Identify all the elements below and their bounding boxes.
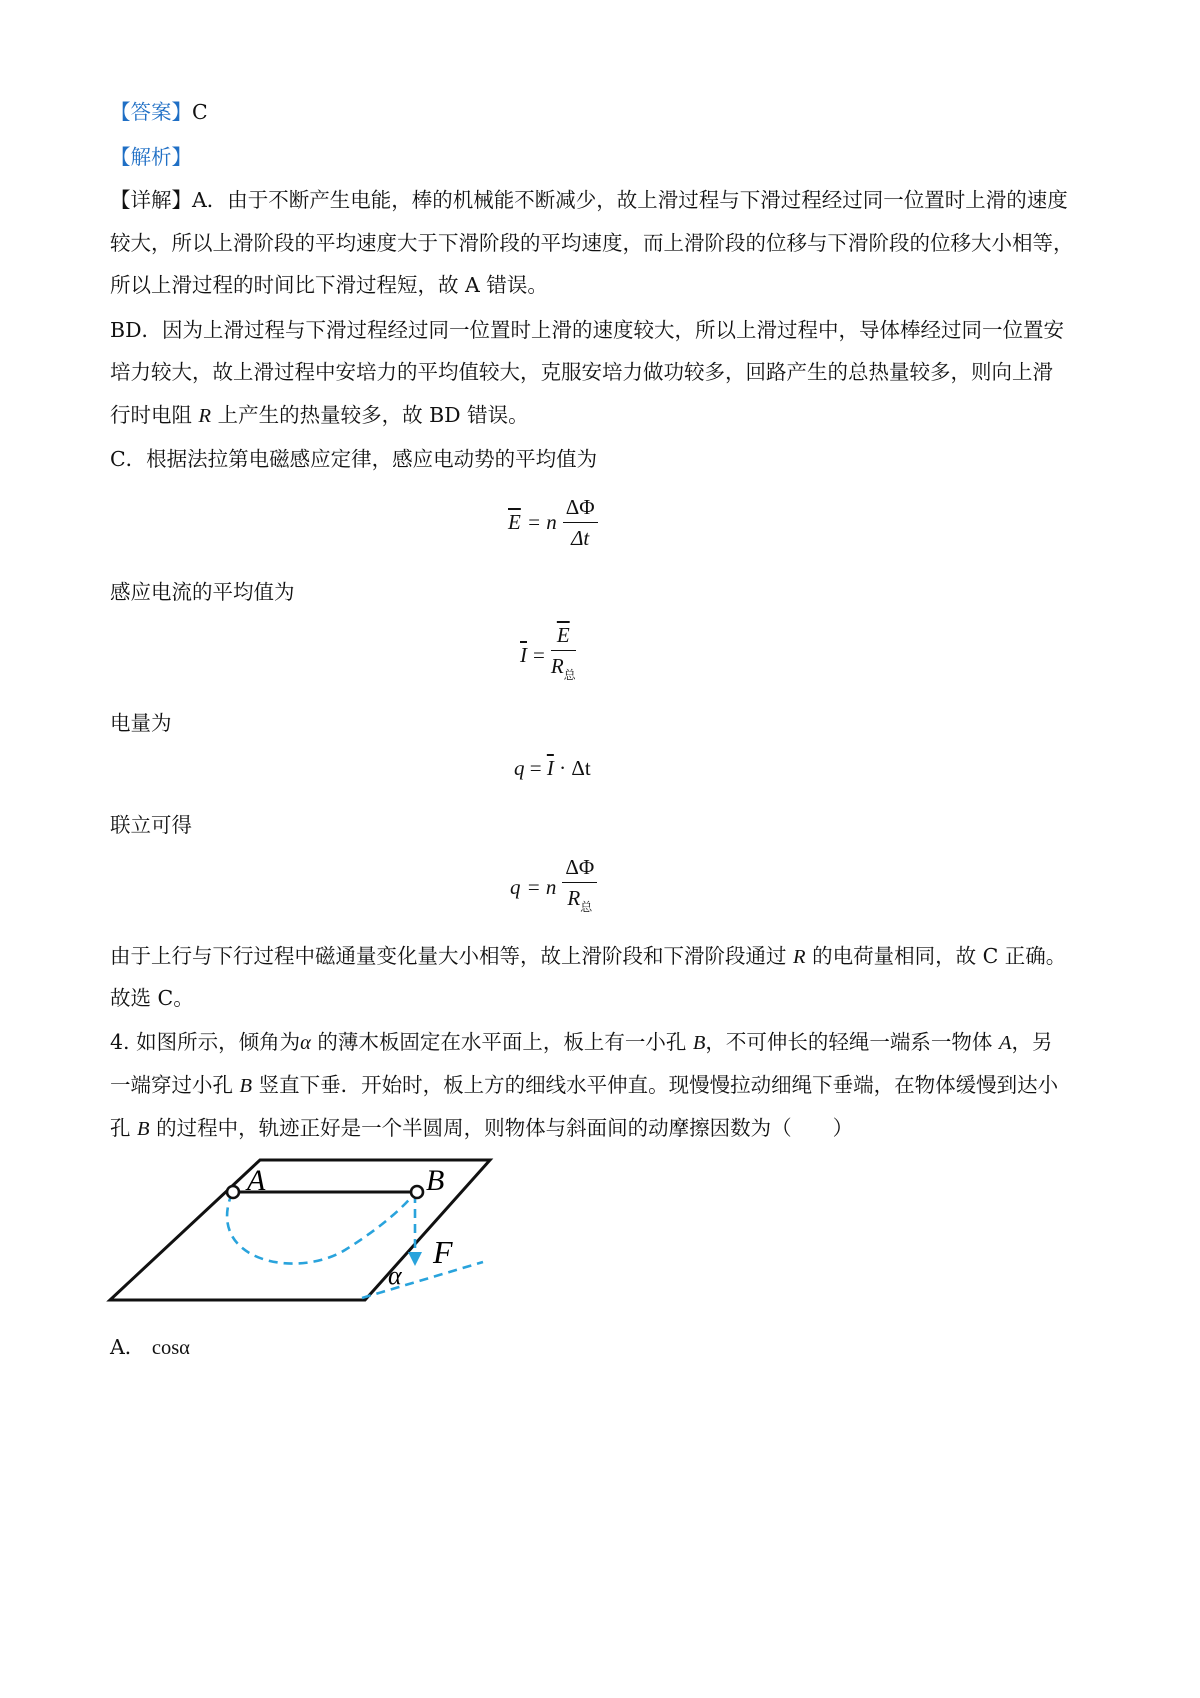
analysis-tag: 【解析】 <box>110 145 192 169</box>
c-line-2: 感应电流的平均值为 <box>110 580 295 604</box>
option-a-line <box>110 1330 190 1360</box>
c-line-1: C．根据法拉第电磁感应定律，感应电动势的平均值为 <box>110 447 598 471</box>
eq1-lhs: $\overline{E}$ <box>508 510 521 534</box>
c-line-3: 电量为 <box>110 711 172 735</box>
equation-emf <box>508 492 598 553</box>
eq4-den: R <box>567 886 581 910</box>
eq2-den-sub: 总 <box>563 668 576 682</box>
eq4-lhs: q <box>510 874 521 899</box>
trajectory-path <box>227 1193 414 1264</box>
q3-post: 的过程中，轨迹正好是一个半圆周，则物体与斜面间的动摩擦因数为（ ） <box>149 1116 854 1140</box>
detail-tag: 【详解】 <box>110 188 192 212</box>
answer-value: C <box>192 100 208 124</box>
q1-alpha: α <box>300 1032 311 1054</box>
eq1-mid <box>527 510 557 535</box>
label-B: B <box>426 1164 445 1197</box>
eq2-lhs: $\overline{I}$ <box>520 642 527 667</box>
equation-result <box>510 852 597 922</box>
detail-text-1: A．由于不断产生电能，棒的机械能不断减少，故上滑过程与下滑过程经过同一位置时上滑的速度 <box>192 188 1068 212</box>
c-line-5-var: R <box>793 946 806 968</box>
hole-B-marker <box>411 1186 423 1198</box>
q1-mid: 的薄木板固定在水平面上，板上有一小孔 <box>310 1030 693 1054</box>
label-A: A <box>247 1164 266 1197</box>
eq4-fraction <box>562 852 597 922</box>
q3-pre: 孔 <box>110 1116 138 1140</box>
question-line-1 <box>110 1025 1052 1055</box>
q1-pre: 4. 如图所示，倾角为 <box>110 1030 301 1054</box>
q1-post: ，另 <box>1011 1030 1053 1054</box>
detail-line-3: 所以上滑过程的时间比下滑过程短，故 A 错误。 <box>110 273 548 297</box>
eq1-fraction <box>563 492 598 553</box>
eq3-rest: · Δt <box>559 756 591 780</box>
equation-current <box>520 620 576 690</box>
option-a-label: A． <box>110 1335 146 1359</box>
eq2-fraction <box>551 620 576 690</box>
eq2-den: R <box>550 654 564 678</box>
answer-line <box>110 95 208 125</box>
eq2-num: $\overline{E}$ <box>556 623 570 647</box>
eq2-num-wrap <box>551 620 576 651</box>
c-line-4: 联立可得 <box>110 813 192 837</box>
bd-line-2: 培力较大，故上滑过程中安培力的平均值较大，克服安培力做功较多，回路产生的总热量较多，则向上滑 <box>110 360 1053 384</box>
question-line-3 <box>110 1111 853 1141</box>
eq2-den-wrap <box>551 651 576 690</box>
bd-line-3-var: R <box>198 405 212 427</box>
eq4-den-sub: 总 <box>580 900 593 914</box>
eq1-mid-text: = n <box>526 510 557 534</box>
detail-line-2: 较大，所以上滑阶段的平均速度大于下滑阶段的平均速度，而上滑阶段的位移与下滑阶段的位移大小相等， <box>110 231 1074 255</box>
inclined-plane-figure <box>100 1150 520 1325</box>
c-line-5-post: 的电荷量相同，故 C 正确。 <box>805 944 1067 968</box>
q1-B: B <box>692 1032 706 1054</box>
eq3-I: $\overline{I}$ <box>546 756 554 780</box>
bd-line-3-post: 上产生的热量较多，故 BD 错误。 <box>211 403 529 427</box>
bd-line-1: BD．因为上滑过程与下滑过程经过同一位置时上滑的速度较大，所以上滑过程中，导体棒经过同一位置安 <box>110 318 1064 342</box>
q2-pre: 一端穿过小孔 <box>110 1073 240 1097</box>
detail-line-1 <box>110 183 1068 213</box>
horizontal-reference-line <box>362 1262 483 1298</box>
bd-line-3-pre: 行时电阻 <box>110 403 199 427</box>
force-arrow-icon <box>408 1252 422 1266</box>
bd-line-3 <box>110 398 529 428</box>
c-line-6: 故选 C。 <box>110 986 194 1010</box>
q1-A: A <box>998 1032 1012 1054</box>
analysis-line <box>110 140 192 170</box>
q3-B: B <box>137 1118 150 1140</box>
question-line-2 <box>110 1068 1058 1098</box>
label-alpha: α <box>388 1261 402 1290</box>
eq4-mid: = n <box>526 874 557 899</box>
equation-charge <box>514 756 591 781</box>
eq3-mid: = <box>529 756 542 780</box>
q2-B: B <box>239 1075 253 1097</box>
c-line-5-pre: 由于上行与下行过程中磁通量变化量大小相等，故上滑阶段和下滑阶段通过 <box>110 944 794 968</box>
q2-post: 竖直下垂．开始时，板上方的细线水平伸直。现慢慢拉动细绳下垂端，在物体缓慢到达小 <box>252 1073 1059 1097</box>
eq4-num: ΔΦ <box>562 852 597 883</box>
label-F: F <box>433 1234 453 1270</box>
option-a-value: cosα <box>151 1337 190 1359</box>
object-A-marker <box>227 1186 239 1198</box>
eq4-den-wrap <box>562 883 597 922</box>
eq1-den: Δt <box>571 526 590 550</box>
eq2-mid: = <box>533 642 545 667</box>
q1-mid2: ，不可伸长的轻绳一端系一物体 <box>705 1030 999 1054</box>
c-line-5 <box>110 939 1066 969</box>
eq1-num: ΔΦ <box>563 492 598 523</box>
answer-tag: 【答案】 <box>110 100 192 124</box>
eq3-q: q <box>514 756 525 780</box>
